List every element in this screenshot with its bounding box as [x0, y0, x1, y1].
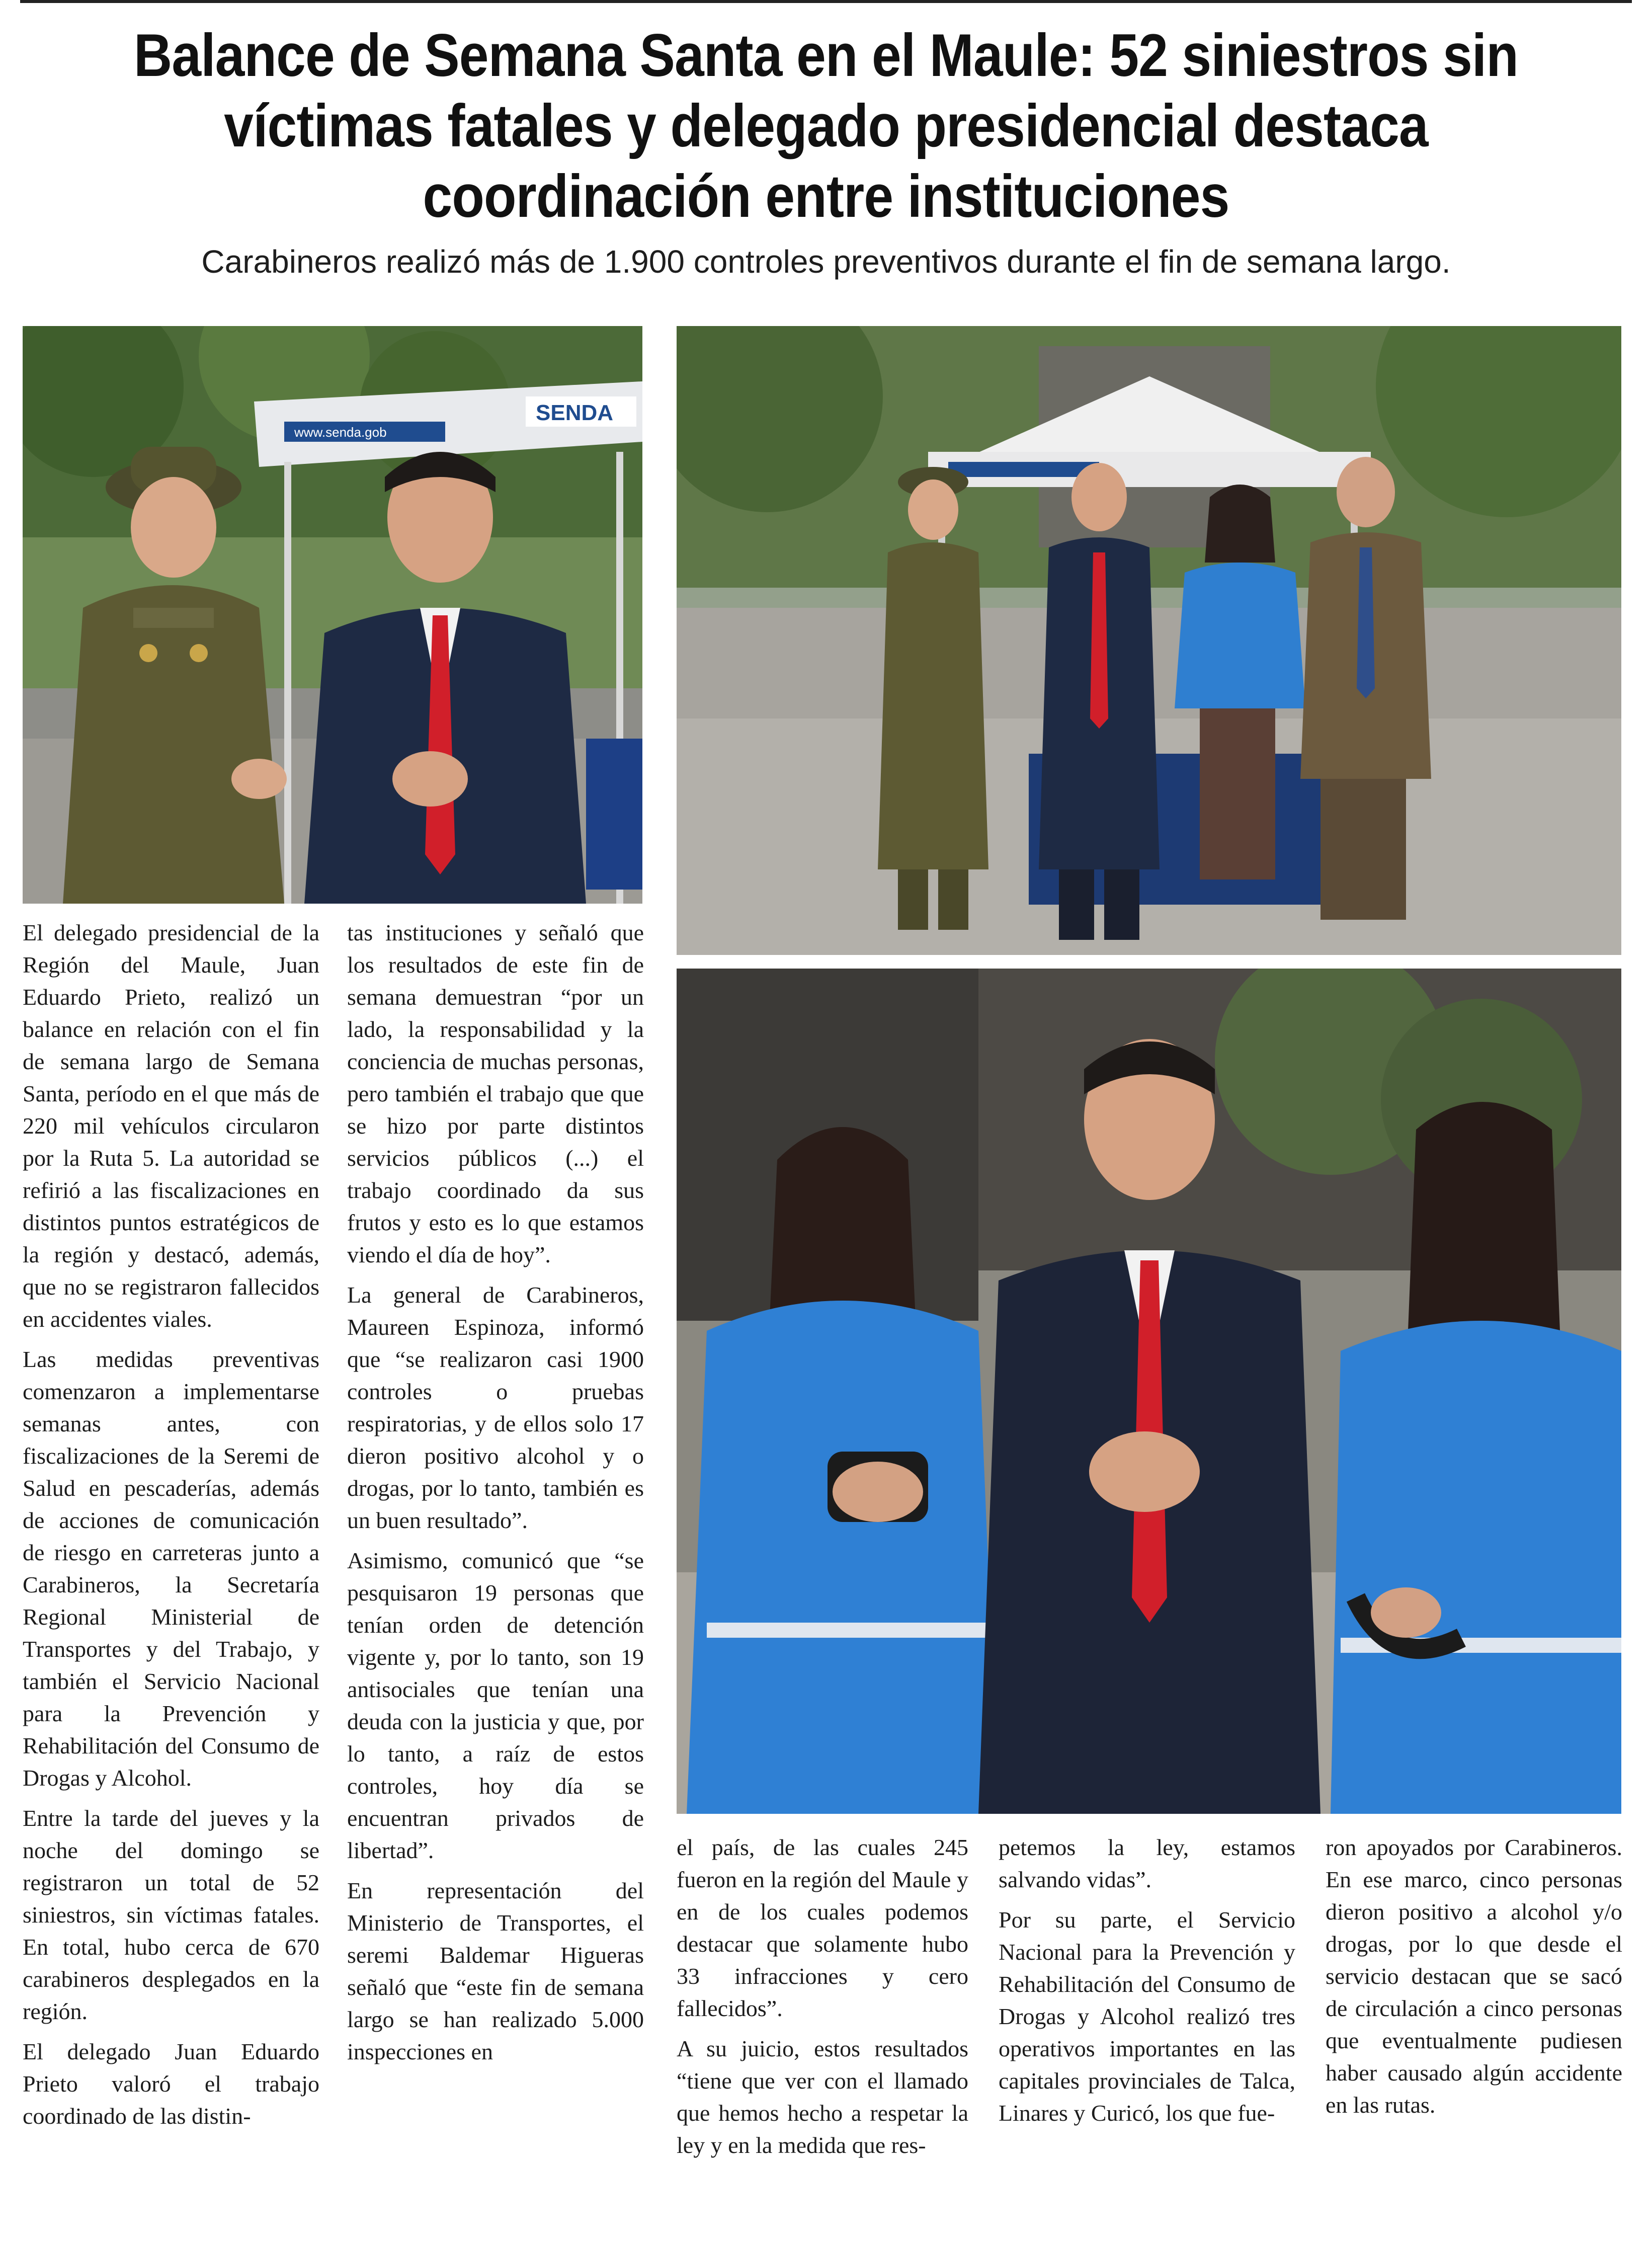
- paragraph: tas instituciones y señaló que los resultados de este fin de semana demuestran “por un lado, la responsabilidad y la conciencia de muchas personas, pero también el trabajo que que se hizo por parte distintos servicios públicos (...) el trabajo coordinado da sus frutos y esto es lo que estamos viendo el día de hoy”.: [347, 920, 644, 1267]
- paragraph: ron apoyados por Carabineros. En ese marco, cinco personas dieron positivo a alcohol y/o drogas, por lo que desde el servicio destacan que se sacó de circulación a cinco personas que eventualmente pudiesen haber causado algún accidente en las rutas.: [1326, 1834, 1622, 2118]
- tent-url-text: www.senda.gob: [294, 425, 387, 440]
- paragraph: Las medidas preventivas comenzaron a implementarse semanas antes, con fiscalizaciones de la Seremi de Salud en pescaderías, además de acciones de comunicación de riesgo en carreteras junto a Carabineros, la Secretaría Regional Ministerial de Transportes y del Trabajo, y también el Servicio Nacional para la Prevención y Rehabilitación del Consumo de Drogas y Alcohol.: [23, 1346, 319, 1791]
- headline: Balance de Semana Santa en el Maule: 52 siniestros sin víctimas fatales y delegado presidencial destaca coordinación entre instituciones: [133, 22, 1519, 230]
- article-column-3: [677, 1831, 968, 2224]
- article-column-4: [999, 1831, 1295, 2224]
- article-column-5: [1326, 1831, 1622, 2224]
- paragraph: El delegado Juan Eduardo Prieto valoró el trabajo coordinado de las distin-: [23, 2039, 319, 2129]
- photo-group-officials: [677, 326, 1621, 955]
- tent-sign-text: SENDA: [536, 400, 614, 425]
- photo-general-and-delegado: [23, 326, 642, 904]
- paragraph: petemos la ley, estamos salvando vidas”.: [999, 1834, 1295, 1892]
- article-column-1: [23, 917, 319, 2225]
- paragraph: el país, de las cuales 245 fueron en la región del Maule y en de los cuales podemos destacar que solamente hubo 33 infracciones y cero fallecidos”.: [677, 1834, 968, 2021]
- top-rule: [20, 0, 1632, 3]
- paragraph: Por su parte, el Servicio Nacional para la Prevención y Rehabilitación del Consumo de Drogas y Alcohol realizó tres operativos importantes en las capitales provinciales de Talca, Linares y Curicó, los que fue-: [999, 1907, 1295, 2126]
- subtitle: Carabineros realizó más de 1.900 controles preventivos durante el fin de semana largo.: [201, 244, 1451, 280]
- paragraph: La general de Carabineros, Maureen Espinoza, informó que “se realizaron casi 1900 controles o pruebas respiratorias, y de ellos solo 17 dieron positivo alcohol y o drogas, por lo tanto, también es un buen resultado”.: [347, 1282, 644, 1533]
- paragraph: En representación del Ministerio de Transportes, el seremi Baldemar Higueras señaló que “este fin de semana largo se han realizado 5.000 inspecciones en: [347, 1878, 644, 2064]
- paragraph: Entre la tarde del jueves y la noche del domingo se registraron un total de 52 siniestros, sin víctimas fatales. En total, hubo cerca de 670 carabineros desplegados en la región.: [23, 1805, 319, 2024]
- paragraph: A su juicio, estos resultados “tiene que ver con el llamado que hemos hecho a respetar la ley y en la medida que res-: [677, 2036, 968, 2158]
- paragraph: El delegado presidencial de la Región del Maule, Juan Eduardo Prieto, realizó un balance en relación con el fin de semana largo de Semana Santa, período en el que más de 220 mil vehículos circularon por la Ruta 5. La autoridad se refirió a las fiscalizaciones en distintos puntos estratégicos de la región y destacó, además, que no se registraron fallecidos en accidentes viales.: [23, 920, 319, 1332]
- paragraph: Asimismo, comunicó que “se pesquisaron 19 personas que tenían orden de detención vigente y, por lo tanto, son 19 antisociales que tenían una deuda con la justicia y que, por lo tanto, a raíz de estos controles, hoy día se encuentran privados de libertad”.: [347, 1548, 644, 1863]
- photo-delegado-with-senda-staff: [677, 969, 1621, 1814]
- article-column-2: [347, 917, 644, 2225]
